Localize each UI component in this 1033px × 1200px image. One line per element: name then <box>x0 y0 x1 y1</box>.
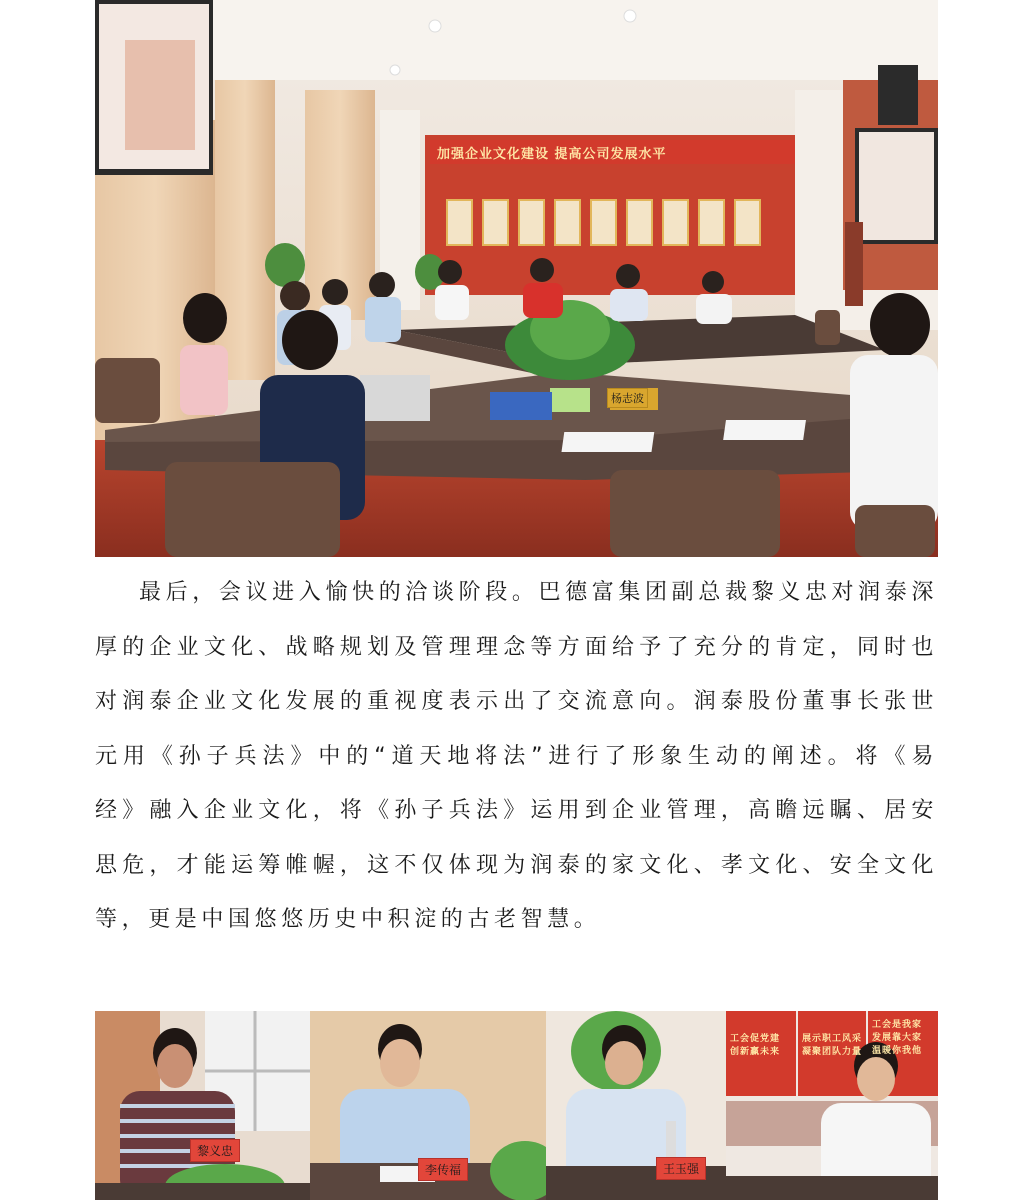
photo-speaker-1 <box>95 1011 310 1200</box>
photo-speaker-3 <box>546 1011 726 1200</box>
poster-1: 工会促党建 创新赢未来 <box>730 1034 781 1057</box>
wall-banner: 加强企业文化建设 提高公司发展水平 <box>437 147 667 162</box>
nameplate: 王玉强 <box>656 1157 706 1180</box>
meeting-room-photo <box>95 0 938 557</box>
nameplate: 杨志波 <box>607 388 648 408</box>
meeting-room-illustration <box>95 0 938 557</box>
poster-3: 工会是我家 发展靠大家 温暖你我他 <box>872 1020 923 1056</box>
article-paragraph: 最后，会议进入愉快的洽谈阶段。巴德富集团副总裁黎义忠对润泰深厚的企业文化、战略规划及管理理念等方面给予了充分的肯定，同时也对润泰企业文化发展的重视度表示出了交流意向。润泰股份董事长张世元用《孙子兵法》中的“道天地将法”进行了形象生动的阐述。将《易经》融入企业文化，将《孙子兵法》运用到企业管理，高瞻远瞩、居安思危，才能运筹帷幄，这不仅体现为润泰的家文化、孝文化、安全文化等，更是中国悠悠历史中积淀的古老智慧。 <box>95 580 938 932</box>
poster-2: 展示职工风采 凝聚团队力量 <box>802 1034 863 1057</box>
photo-strip <box>95 1011 938 1200</box>
nameplate: 李传福 <box>418 1158 468 1181</box>
speaker-1-illustration <box>95 1011 310 1200</box>
photo-speaker-2 <box>310 1011 546 1200</box>
nameplate: 黎义忠 <box>190 1139 240 1162</box>
photo-speaker-4 <box>726 1011 938 1200</box>
